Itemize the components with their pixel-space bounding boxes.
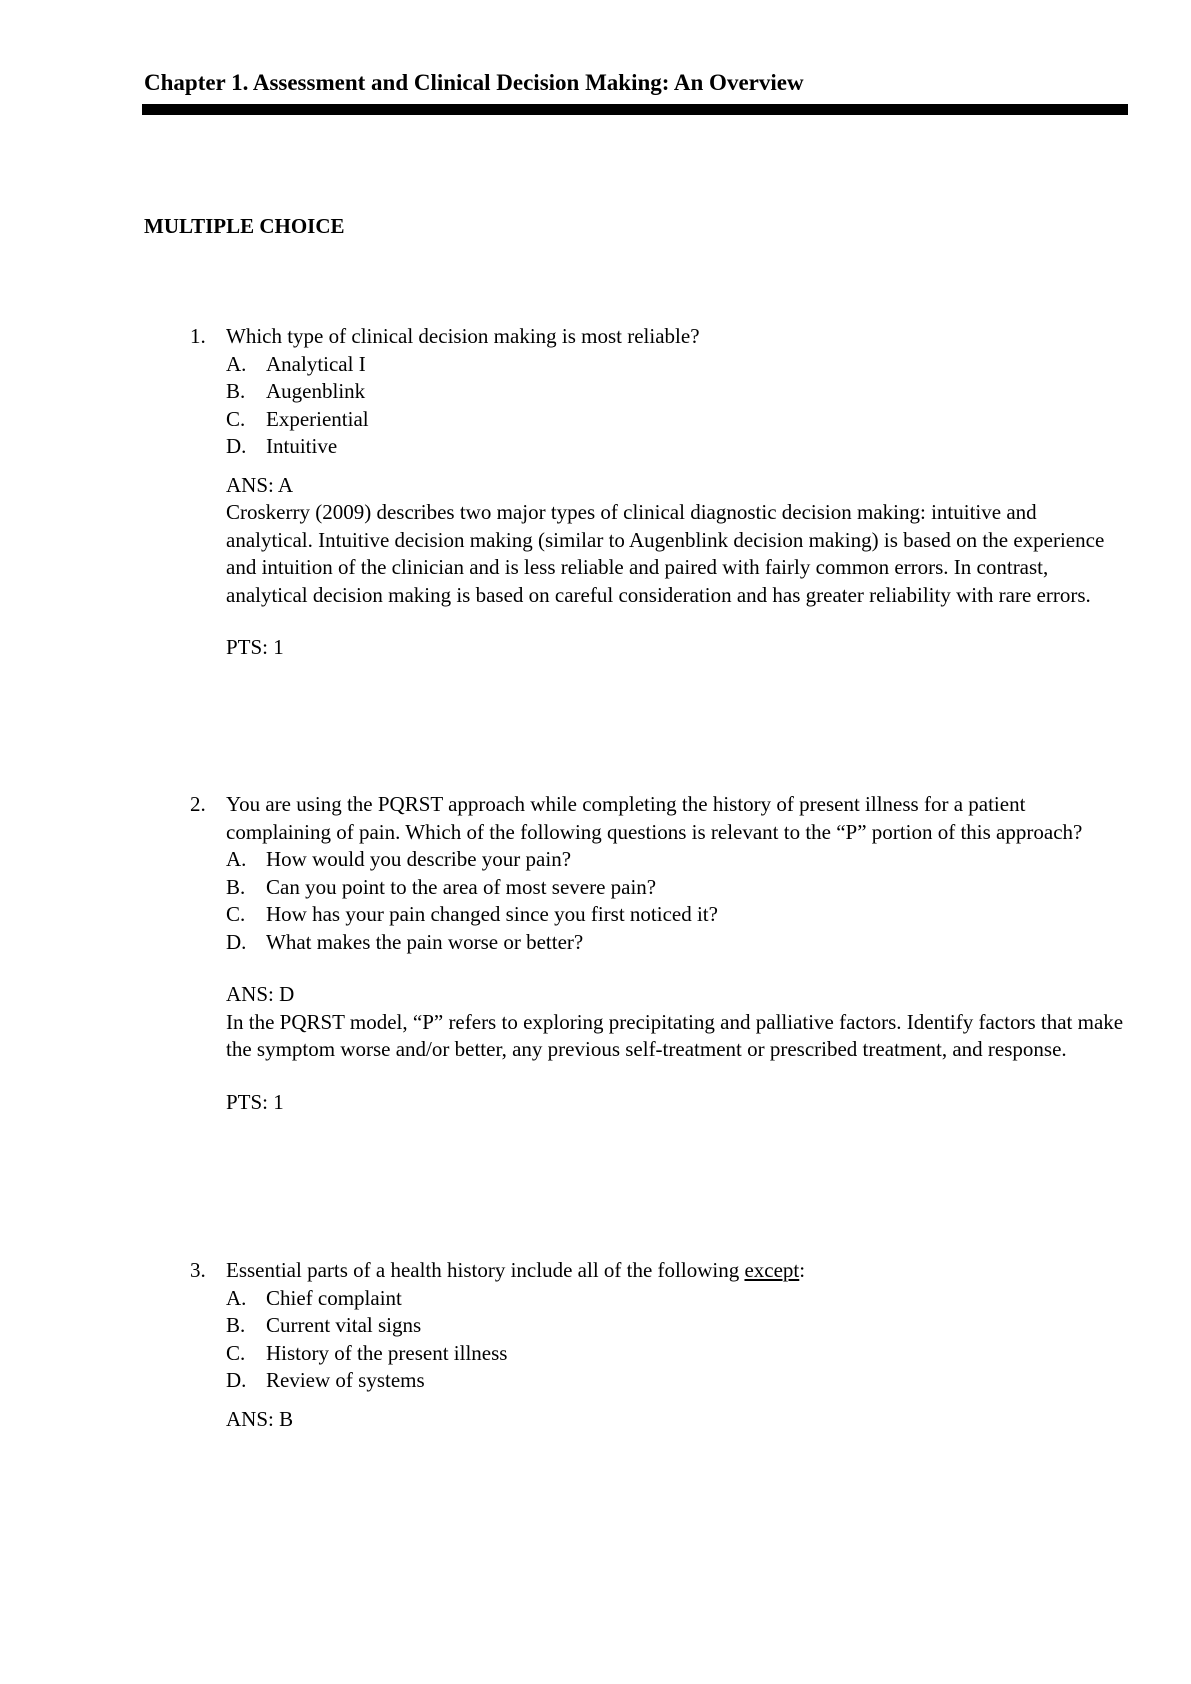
answer-key: ANS: A xyxy=(226,472,294,497)
option-d xyxy=(226,1367,1126,1395)
stem-emphasis: except xyxy=(744,1258,800,1282)
option-letter: B. xyxy=(226,1313,246,1337)
question-number: 2. xyxy=(190,792,206,816)
option-text: Review of systems xyxy=(266,1368,425,1392)
option-letter: C. xyxy=(226,902,246,926)
option-b xyxy=(226,1312,1126,1340)
points: PTS: 1 xyxy=(226,635,284,659)
stem-suffix: : xyxy=(799,1258,806,1282)
option-c xyxy=(226,406,1126,434)
option-b xyxy=(226,874,1126,902)
question-body xyxy=(226,1257,1126,1433)
question-stem: You are using the PQRST approach while completing the history of present illness for a patient complaining of pain. Which of the following questions is relevant to the “P” portion of this approach? xyxy=(226,792,1083,844)
option-letter: A. xyxy=(226,351,247,376)
answer-key: ANS: D xyxy=(226,982,295,1006)
option-a xyxy=(226,846,1126,874)
option-text: Chief complaint xyxy=(266,1285,402,1310)
chapter-title: Chapter 1. Assessment and Clinical Decision Making: An Overview xyxy=(144,70,804,95)
option-a xyxy=(226,351,1126,379)
stem-prefix: Essential parts of a health history include all of the following xyxy=(226,1258,745,1282)
option-d xyxy=(226,929,1126,957)
option-c xyxy=(226,901,1126,929)
option-text: Experiential xyxy=(266,406,369,431)
answer-key: ANS: B xyxy=(226,1406,294,1431)
option-text: Intuitive xyxy=(266,434,338,458)
option-a xyxy=(226,1285,1126,1313)
option-text: Can you point to the area of most severe pain? xyxy=(266,874,657,899)
option-b xyxy=(226,378,1126,406)
answer-options xyxy=(226,1285,1126,1395)
rationale: In the PQRST model, “P” refers to exploring precipitating and palliative factors. Identify factors that make the symptom worse and/or better, any previous self-treatment or prescribed treatment, and response. xyxy=(226,1009,1124,1061)
option-text: How would you describe your pain? xyxy=(266,847,572,871)
option-text: How has your pain changed since you first noticed it? xyxy=(266,902,718,926)
option-letter: D. xyxy=(226,1368,247,1392)
question-body xyxy=(226,791,1126,1116)
option-c xyxy=(226,1340,1126,1368)
title-rule xyxy=(142,104,1128,115)
section-heading: MULTIPLE CHOICE xyxy=(144,214,345,238)
option-letter: B. xyxy=(226,379,246,403)
option-letter: C. xyxy=(226,1340,246,1365)
option-text: Current vital signs xyxy=(266,1313,422,1337)
option-letter: D. xyxy=(226,434,247,458)
question-stem xyxy=(226,1257,1126,1285)
answer-options xyxy=(226,351,1126,461)
option-text: What makes the pain worse or better? xyxy=(266,929,584,954)
option-d xyxy=(226,433,1126,461)
rationale: Croskerry (2009) describes two major types of clinical diagnostic decision making: intuitive and analytical. Intuitive decision making (similar to Augenblink decision making) is based on the experience and intuition of the clinician and is less reliable and paired with fairly common errors. In contrast, analytical decision making is based on careful consideration and has greater reliability with rare errors. xyxy=(226,500,1105,607)
question-number: 3. xyxy=(190,1258,206,1282)
option-letter: C. xyxy=(226,406,246,431)
option-text: Augenblink xyxy=(266,379,366,403)
question-number: 1. xyxy=(190,324,206,348)
option-text: Analytical I xyxy=(266,351,366,376)
option-text: History of the present illness xyxy=(266,1340,508,1365)
points: PTS: 1 xyxy=(226,1089,284,1114)
question-body xyxy=(226,323,1126,662)
answer-options xyxy=(226,846,1126,956)
option-letter: D. xyxy=(226,929,247,954)
question-stem: Which type of clinical decision making is most reliable? xyxy=(226,324,700,348)
option-letter: A. xyxy=(226,1285,247,1310)
option-letter: A. xyxy=(226,847,247,871)
option-letter: B. xyxy=(226,874,246,899)
